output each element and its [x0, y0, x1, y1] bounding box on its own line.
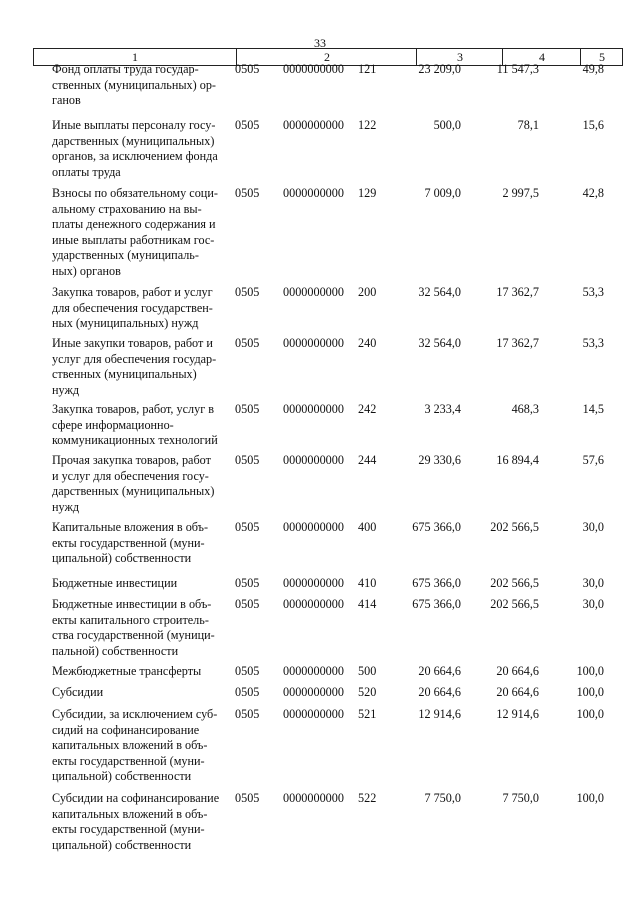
table-row	[52, 520, 612, 576]
row-vr: 122	[358, 118, 377, 132]
row-vr: 400	[358, 520, 377, 534]
row-value-3: 29 330,6	[418, 453, 461, 467]
row-code: 0000000000	[283, 597, 344, 611]
row-code: 0000000000	[283, 664, 344, 678]
table-row	[52, 576, 612, 597]
table-row	[52, 402, 612, 453]
row-section: 0505	[235, 118, 260, 132]
header-col-2: 2	[236, 49, 417, 65]
table-body	[52, 62, 612, 857]
row-value-4: 17 362,7	[496, 285, 539, 299]
row-value-4: 468,3	[511, 402, 539, 416]
row-value-4: 2 997,5	[502, 186, 539, 200]
row-section: 0505	[235, 402, 260, 416]
table-row	[52, 791, 612, 857]
header-col-4: 4	[502, 49, 581, 65]
row-value-5: 30,0	[582, 597, 604, 611]
row-vr: 500	[358, 664, 377, 678]
row-value-4: 16 894,4	[496, 453, 539, 467]
table-row	[52, 285, 612, 336]
row-value-3: 7 750,0	[424, 791, 461, 805]
row-vr: 522	[358, 791, 377, 805]
row-vr: 240	[358, 336, 377, 350]
row-name: Бюджетные инвестиции	[52, 576, 178, 590]
row-vr: 242	[358, 402, 377, 416]
row-value-5: 53,3	[582, 285, 604, 299]
row-code: 0000000000	[283, 336, 344, 350]
row-value-5: 49,8	[582, 62, 604, 76]
row-value-4: 78,1	[517, 118, 539, 132]
row-value-3: 32 564,0	[418, 336, 461, 350]
row-value-5: 53,3	[582, 336, 604, 350]
header-col-1: 1	[132, 50, 138, 64]
row-vr: 200	[358, 285, 377, 299]
row-section: 0505	[235, 336, 260, 350]
row-name: Фонд оплаты труда государ- ственных (муниципальных) ор- ганов	[52, 62, 216, 108]
row-name: Бюджетные инвестиции в объ- екты капитального строитель- ства государственной (муници- пальной) собственности	[52, 597, 215, 658]
row-value-4: 20 664,6	[496, 664, 539, 678]
row-code: 0000000000	[283, 62, 344, 76]
row-value-4: 202 566,5	[490, 576, 539, 590]
row-value-5: 42,8	[582, 186, 604, 200]
row-value-3: 3 233,4	[424, 402, 461, 416]
table-row	[52, 453, 612, 520]
row-section: 0505	[235, 520, 260, 534]
row-section: 0505	[235, 186, 260, 200]
table-row	[52, 685, 612, 707]
row-value-4: 17 362,7	[496, 336, 539, 350]
row-code: 0000000000	[283, 791, 344, 805]
row-vr: 121	[358, 62, 377, 76]
row-value-5: 57,6	[582, 453, 604, 467]
row-value-5: 100,0	[576, 664, 604, 678]
row-value-4: 20 664,6	[496, 685, 539, 699]
row-value-5: 15,6	[582, 118, 604, 132]
row-name: Субсидии	[52, 685, 104, 699]
table-row	[52, 664, 612, 685]
row-section: 0505	[235, 791, 260, 805]
row-code: 0000000000	[283, 707, 344, 721]
row-value-3: 32 564,0	[418, 285, 461, 299]
table-row	[52, 597, 612, 664]
row-value-4: 11 547,3	[496, 62, 539, 76]
row-section: 0505	[235, 664, 260, 678]
row-vr: 414	[358, 597, 377, 611]
row-code: 0000000000	[283, 453, 344, 467]
row-name: Иные закупки товаров, работ и услуг для обеспечения государ- ственных (муниципальных) нужд	[52, 336, 217, 397]
table-row	[52, 186, 612, 285]
header-col-3: 3	[416, 49, 503, 65]
header-col-5: 5	[580, 49, 623, 65]
row-name: Капитальные вложения в объ- екты государственной (муни- ципальной) собственности	[52, 520, 209, 566]
row-value-5: 100,0	[576, 791, 604, 805]
row-section: 0505	[235, 285, 260, 299]
row-vr: 521	[358, 707, 377, 721]
row-value-5: 100,0	[576, 707, 604, 721]
row-value-4: 12 914,6	[496, 707, 539, 721]
table-row	[52, 62, 612, 114]
row-code: 0000000000	[283, 285, 344, 299]
row-name: Субсидии на софинансирование капитальных вложений в объ- екты государственной (муни- ципальной) собственности	[52, 791, 220, 852]
row-code: 0000000000	[283, 186, 344, 200]
row-section: 0505	[235, 453, 260, 467]
row-value-3: 12 914,6	[418, 707, 461, 721]
page-number: 33	[314, 36, 326, 50]
row-code: 0000000000	[283, 402, 344, 416]
row-section: 0505	[235, 597, 260, 611]
row-name: Прочая закупка товаров, работ и услуг для обеспечения госу- дарственных (муниципальных) нужд	[52, 453, 215, 514]
table-row	[52, 118, 612, 186]
row-section: 0505	[235, 62, 260, 76]
row-value-4: 7 750,0	[502, 791, 539, 805]
row-section: 0505	[235, 576, 260, 590]
row-value-3: 20 664,6	[418, 685, 461, 699]
row-name: Закупка товаров, работ, услуг в сфере информационно- коммуникационных технологий	[52, 402, 218, 448]
row-value-4: 202 566,5	[490, 597, 539, 611]
row-name: Закупка товаров, работ и услуг для обеспечения государствен- ных (муниципальных) нужд	[52, 285, 213, 331]
row-vr: 129	[358, 186, 377, 200]
row-section: 0505	[235, 685, 260, 699]
row-vr: 244	[358, 453, 377, 467]
row-vr: 410	[358, 576, 377, 590]
row-vr: 520	[358, 685, 377, 699]
row-value-5: 14,5	[582, 402, 604, 416]
row-value-3: 675 366,0	[412, 520, 461, 534]
row-value-3: 675 366,0	[412, 597, 461, 611]
row-value-3: 23 209,0	[418, 62, 461, 76]
row-value-3: 675 366,0	[412, 576, 461, 590]
row-section: 0505	[235, 707, 260, 721]
row-name: Субсидии, за исключением суб- сидий на софинансирование капитальных вложений в объ- екты государственной (муни- ципальной) собственности	[52, 707, 218, 784]
row-value-3: 7 009,0	[424, 186, 461, 200]
row-value-5: 30,0	[582, 576, 604, 590]
row-value-5: 100,0	[576, 685, 604, 699]
row-value-4: 202 566,5	[490, 520, 539, 534]
row-value-3: 20 664,6	[418, 664, 461, 678]
row-code: 0000000000	[283, 118, 344, 132]
table-row	[52, 707, 612, 791]
row-code: 0000000000	[283, 520, 344, 534]
table-row	[52, 336, 612, 402]
row-value-3: 500,0	[433, 118, 461, 132]
row-name: Иные выплаты персоналу госу- дарственных (муниципальных) органов, за исключением фонда оплаты труда	[52, 118, 218, 179]
row-name: Взносы по обязательному соци- альному страхованию на вы- платы денежного содержания и иные выплаты работникам гос- ударственных (муниципаль- ных) органов	[52, 186, 218, 278]
row-value-5: 30,0	[582, 520, 604, 534]
row-name: Межбюджетные трансферты	[52, 664, 202, 678]
row-code: 0000000000	[283, 685, 344, 699]
row-code: 0000000000	[283, 576, 344, 590]
